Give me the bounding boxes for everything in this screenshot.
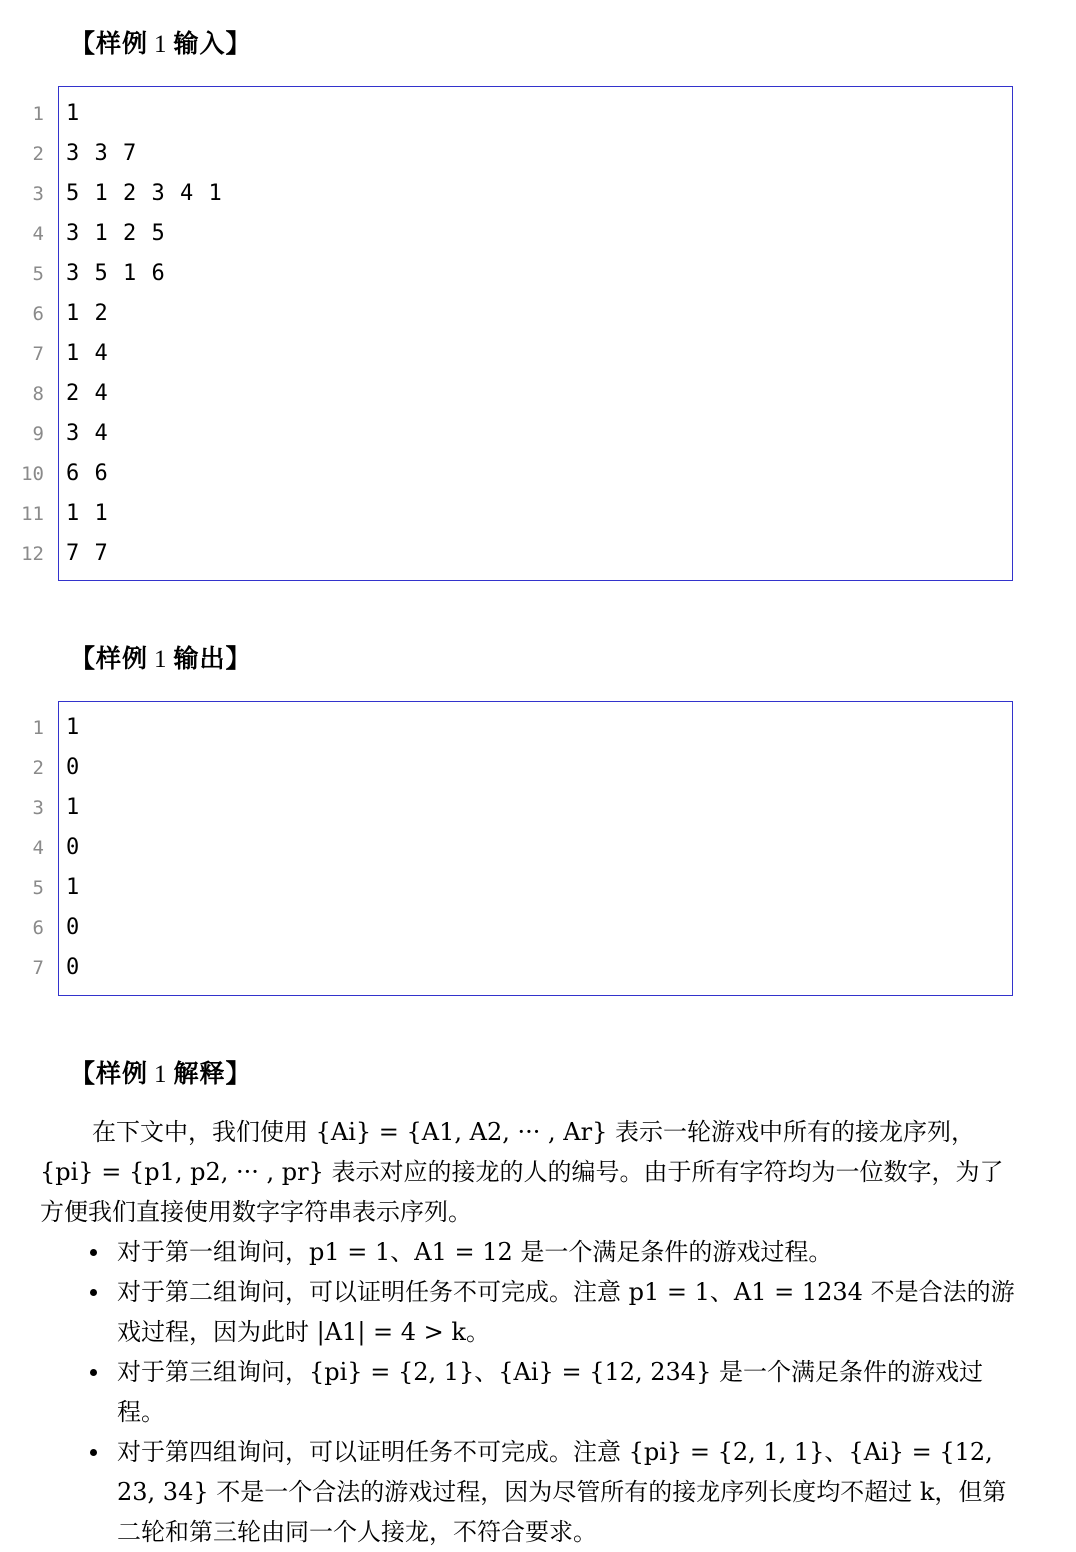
explanation-bullet-1: 对于第一组询问，p1 = 1、A1 = 12 是一个满足条件的游戏过程。 xyxy=(40,1232,1015,1272)
code-text: 3 3 7 xyxy=(66,141,138,166)
code-text: 1 xyxy=(66,101,81,126)
sample-input-heading: 【样例 1 输入】 xyxy=(70,29,252,58)
line-number: 1 xyxy=(32,103,44,125)
code-text: 3 5 1 6 xyxy=(66,261,166,286)
bullet-dot-icon xyxy=(90,1249,97,1256)
explanation-bullet-2: 对于第二组询问，可以证明任务不可完成。注意 p1 = 1、A1 = 1234 不是合法的游戏过程，因为此时 |A1| = 4 > k。 xyxy=(40,1272,1015,1352)
code-text: 0 xyxy=(66,955,81,980)
line-number: 2 xyxy=(32,143,44,165)
explanation-bullet-3: 对于第三组询问，{pi} = {2, 1}、{Ai} = {12, 234} 是一个满足条件的游戏过程。 xyxy=(40,1352,1015,1432)
line-number: 5 xyxy=(32,263,44,285)
code-text: 3 4 xyxy=(66,421,109,446)
line-number: 2 xyxy=(32,757,44,779)
line-number: 12 xyxy=(21,543,44,565)
line-number: 10 xyxy=(21,463,44,485)
line-number: 6 xyxy=(32,303,44,325)
code-text: 2 4 xyxy=(66,381,109,406)
bullet-dot-icon xyxy=(90,1369,97,1376)
line-number: 8 xyxy=(32,383,44,405)
code-text: 6 6 xyxy=(66,461,109,486)
bullet-dot-icon xyxy=(90,1289,97,1296)
line-number: 7 xyxy=(32,957,44,979)
code-text: 7 7 xyxy=(66,541,109,566)
line-number: 3 xyxy=(32,183,44,205)
code-text: 3 1 2 5 xyxy=(66,221,166,246)
sample-output-code-box xyxy=(58,701,1013,996)
code-text: 1 1 xyxy=(66,501,109,526)
code-text: 1 4 xyxy=(66,341,109,366)
line-number: 1 xyxy=(32,717,44,739)
explanation-bullet-4: 对于第四组询问，可以证明任务不可完成。注意 {pi} = {2, 1, 1}、{Ai} = {12, 23, 34} 不是一个合法的游戏过程，因为尽管所有的接龙序列长度均不超过 k，但第二轮和第三轮由同一个人接龙，不符合要求。 xyxy=(40,1432,1015,1552)
line-number: 11 xyxy=(21,503,44,525)
sample-explanation-heading: 【样例 1 解释】 xyxy=(70,1059,252,1088)
line-number: 9 xyxy=(32,423,44,445)
line-number: 5 xyxy=(32,877,44,899)
explanation-bullet-list xyxy=(40,1232,1015,1552)
code-text: 1 xyxy=(66,875,81,900)
code-text: 5 1 2 3 4 1 xyxy=(66,181,223,206)
explanation-intro: 在下文中，我们使用 {Ai} = {A1, A2, ··· , Ar} 表示一轮游戏中所有的接龙序列，{pi} = {p1, p2, ··· , pr} 表示对应的接龙的人的编号。由于所有字符均为一位数字，为了方便我们直接使用数字字符串表示序列。 xyxy=(40,1118,1004,1226)
line-number: 4 xyxy=(32,223,44,245)
sample-output-heading: 【样例 1 输出】 xyxy=(70,644,252,673)
bullet-dot-icon xyxy=(90,1449,97,1456)
code-text: 0 xyxy=(66,835,81,860)
line-number: 3 xyxy=(32,797,44,819)
line-number: 4 xyxy=(32,837,44,859)
code-text: 0 xyxy=(66,755,81,780)
code-text: 1 xyxy=(66,715,81,740)
sample-input-code-box xyxy=(58,86,1013,581)
code-text: 0 xyxy=(66,915,81,940)
line-number: 6 xyxy=(32,917,44,939)
code-text: 1 xyxy=(66,795,81,820)
code-text: 1 2 xyxy=(66,301,109,326)
line-number: 7 xyxy=(32,343,44,365)
